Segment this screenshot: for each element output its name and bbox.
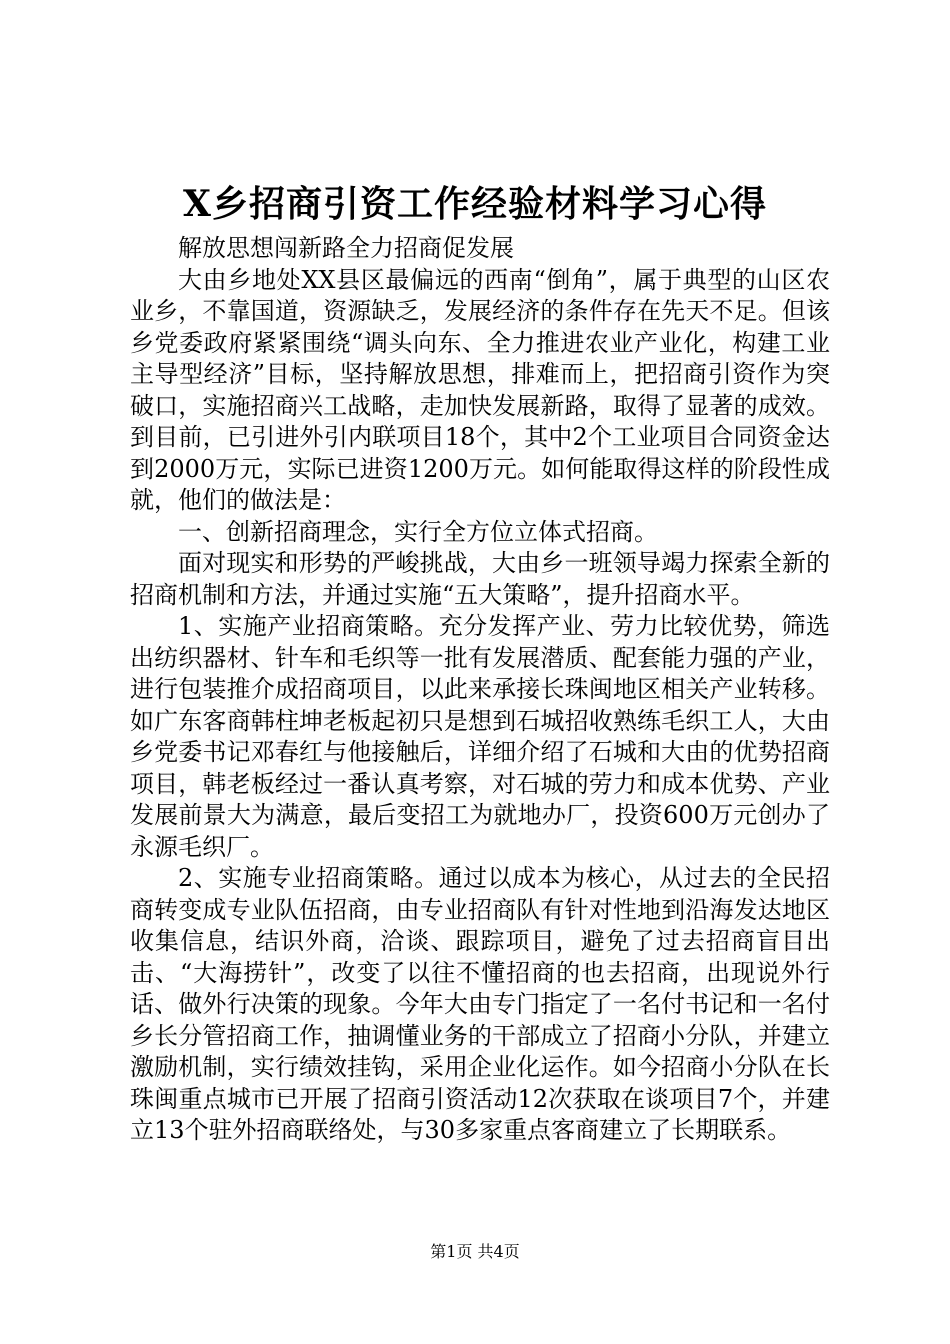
paragraph-strategy-1: 1、实施产业招商策略。充分发挥产业、劳力比较优势，筛选出纺织器材、针车和毛织等一批有发展潜质、配套能力强的产业，进行包装推介成招商项目，以此来承接长珠闽地区相关产业转移。如广东客商韩柱坤老板起初只是想到石城招收熟练毛织工人，大由乡党委书记邓春红与他接触后，详细介绍了石城和大由的优势招商项目，韩老板经过一番认真考察，对石城的劳力和成本优势、产业发展前景大为满意，最后变招工为就地办厂，投资600万元创办了永源毛织厂。 xyxy=(130,612,830,861)
paragraph-subtitle: 解放思想闯新路全力招商促发展 xyxy=(178,234,514,262)
paragraph-strategy-2: 2、实施专业招商策略。通过以成本为核心，从过去的全民招商转变成专业队伍招商，由专业招商队有针对性地到沿海发达地区收集信息，结识外商，洽谈、跟踪项目，避免了过去招商盲目出击、“大海捞针”，改变了以往不懂招商的也去招商，出现说外行话、做外行决策的现象。今年大由专门指定了一名付书记和一名付乡长分管招商工作，抽调懂业务的干部成立了招商小分队，并建立激励机制，实行绩效挂钩，采用企业化运作。如今招商小分队在长珠闽重点城市已开展了招商引资活动12次获取在谈项目7个，并建立13个驻外招商联络处，与30多家重点客商建立了长期联系。 xyxy=(130,864,830,1144)
page-number-footer: 第1页 共4页 xyxy=(430,1242,520,1261)
paragraph-strategies-intro: 面对现实和形势的严峻挑战，大由乡一班领导竭力探索全新的招商机制和方法，并通过实施“五大策略”，提升招商水平。 xyxy=(130,549,830,609)
document-title: X乡招商引资工作经验材料学习心得 xyxy=(183,183,767,225)
paragraph-section-heading: 一、创新招商理念，实行全方位立体式招商。 xyxy=(178,517,658,546)
document-body xyxy=(130,233,830,1147)
paragraph-intro: 大由乡地处XX县区最偏远的西南“倒角”，属于典型的山区农业乡，不靠国道，资源缺乏，发展经济的条件存在先天不足。但该乡党委政府紧紧围绕“调头向东、全力推进农业产业化，构建工业主导型经济”目标，坚持解放思想，排难而上，把招商引资作为突破口，实施招商兴工战略，走加快发展新路，取得了显著的成效。到目前，已引进外引内联项目18个，其中2个工业项目合同资金达到2000万元，实际已进资1200万元。如何能取得这样的阶段性成就，他们的做法是： xyxy=(130,265,830,514)
